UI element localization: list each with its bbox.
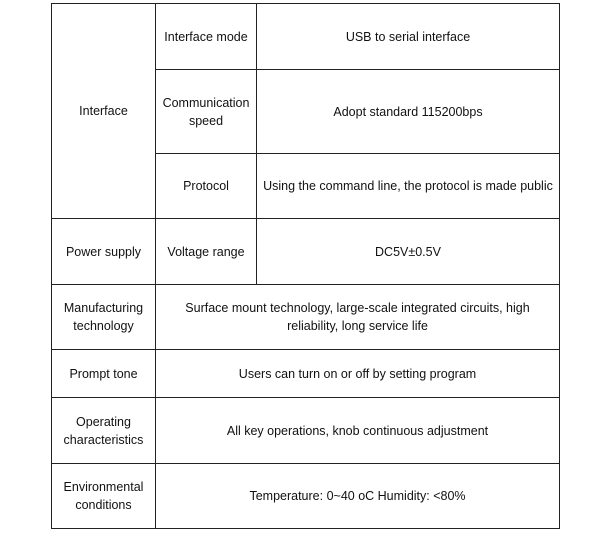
interface-mode-value: USB to serial interface (257, 4, 560, 70)
prompt-tone-value: Users can turn on or off by setting program (156, 350, 560, 398)
interface-mode-label: Interface mode (156, 4, 257, 70)
table-row (52, 219, 560, 285)
communication-speed-label: Communication speed (156, 70, 257, 154)
table-row (52, 398, 560, 464)
operating-characteristics-value: All key operations, knob continuous adjustment (156, 398, 560, 464)
voltage-range-label: Voltage range (156, 219, 257, 285)
power-supply-label: Power supply (52, 219, 156, 285)
communication-speed-value: Adopt standard 115200bps (257, 70, 560, 154)
protocol-label: Protocol (156, 154, 257, 219)
specification-table (51, 3, 560, 529)
table-row (52, 464, 560, 529)
table-row (52, 285, 560, 350)
operating-characteristics-label: Operating characteristics (52, 398, 156, 464)
protocol-value: Using the command line, the protocol is made public (257, 154, 560, 219)
environmental-conditions-value: Temperature: 0~40 oC Humidity: <80% (156, 464, 560, 529)
environmental-conditions-label: Environmental conditions (52, 464, 156, 529)
voltage-range-value: DC5V±0.5V (257, 219, 560, 285)
manufacturing-technology-label: Manufacturing technology (52, 285, 156, 350)
table-row (52, 4, 560, 70)
manufacturing-technology-value: Surface mount technology, large-scale integrated circuits, high reliability, long service life (156, 285, 560, 350)
prompt-tone-label: Prompt tone (52, 350, 156, 398)
table-row (52, 350, 560, 398)
interface-label: Interface (52, 4, 156, 219)
